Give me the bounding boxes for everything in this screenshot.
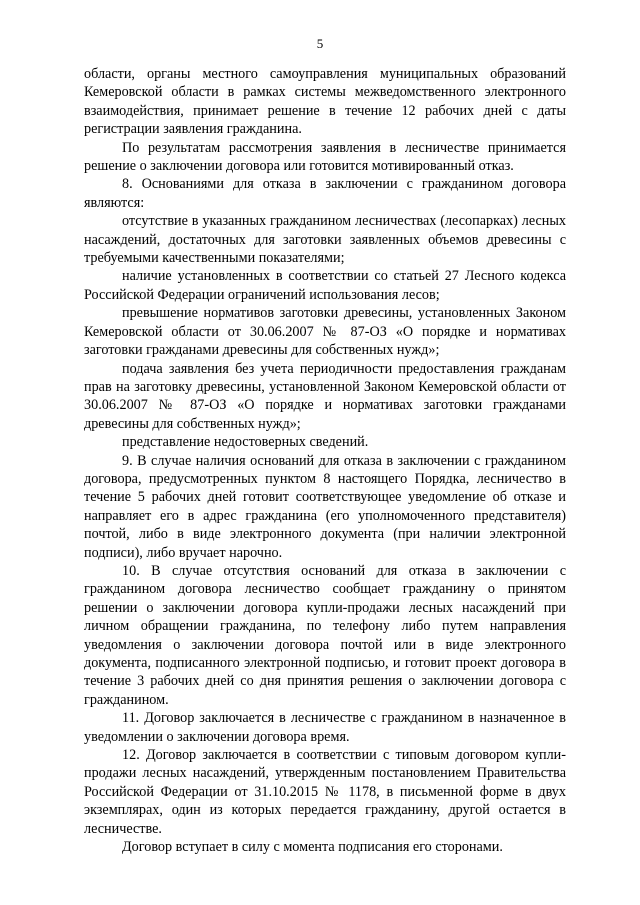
paragraph: наличие установленных в соответствии со статьей 27 Лесного кодекса Российской Федерации ограничений использования лесов; xyxy=(84,268,566,303)
paragraph: превышение нормативов заготовки древесины, установленных Законом Кемеровской области от 30.06.2007 № 87-ОЗ «О порядке и нормативах заготовки гражданами древесины для собственных нужд»; xyxy=(84,305,566,359)
paragraph: подача заявления без учета периодичности предоставления гражданам прав на заготовку древесины, установленной Законом Кемеровской области от 30.06.2007 № 87-ОЗ «О порядке и нормативах заготовки гражданами древесины для собственных нужд»; xyxy=(84,360,566,432)
paragraph-item-12: 12. Договор заключается в соответствии с типовым договором купли-продажи лесных насаждений, утвержденным постановлением Правительства Российской Федерации от 31.10.2015 № 1178, в письменной форме в двух экземплярах, один из которых передается гражданину, другой остается в лесничестве. xyxy=(84,747,566,837)
paragraph: По результатам рассмотрения заявления в лесничестве принимается решение о заключении договора или готовится мотивированный отказ. xyxy=(84,139,566,175)
paragraph-item-10: 10. В случае отсутствия оснований для отказа в заключении с гражданином договора лесничество сообщает гражданину о принятом решении о заключении договора купли-продажи лесных насаждений при личном обращении гражданина, по телефону либо путем направления уведомления о заключении договора почтой или в виде электронного документа, подписанного электронной подписью, и готовит проект договора в течение 3 рабочих дней со дня принятия решения о заключении договора с гражданином. xyxy=(84,562,566,708)
paragraph-item-8: 8. Основаниями для отказа в заключении с гражданином договора являются: xyxy=(84,176,566,211)
paragraph-item-11: 11. Договор заключается в лесничестве с гражданином в назначенное в уведомлении о заключении договора время. xyxy=(84,710,566,745)
paragraph-item-9: 9. В случае наличия оснований для отказа в заключении с гражданином договора, предусмотренных пунктом 8 настоящего Порядка, лесничество в течение 5 рабочих дней готовит соответствующее уведомление об отказе и направляет его в адрес гражданина (его уполномоченного представителя) почтой, либо в виде электронного документа (при наличии электронной подписи), либо вручает нарочно. xyxy=(84,452,566,561)
paragraph: отсутствие в указанных гражданином лесничествах (лесопарках) лесных насаждений, достаточных для заготовки заявленных объемов древесины с требуемыми качественными показателями; xyxy=(84,213,566,267)
paragraph: представление недостоверных сведений. xyxy=(122,434,369,451)
page-number: 5 xyxy=(316,36,324,51)
paragraph: области, органы местного самоуправления муниципальных образований Кемеровской области в рамках системы межведомственного электронного взаимодействия, принимает решение в течение 12 рабочих дней с даты регистрации заявления гражданина. xyxy=(84,66,566,138)
document-body xyxy=(84,65,566,856)
paragraph: Договор вступает в силу с момента подписания его сторонами. xyxy=(122,839,503,856)
